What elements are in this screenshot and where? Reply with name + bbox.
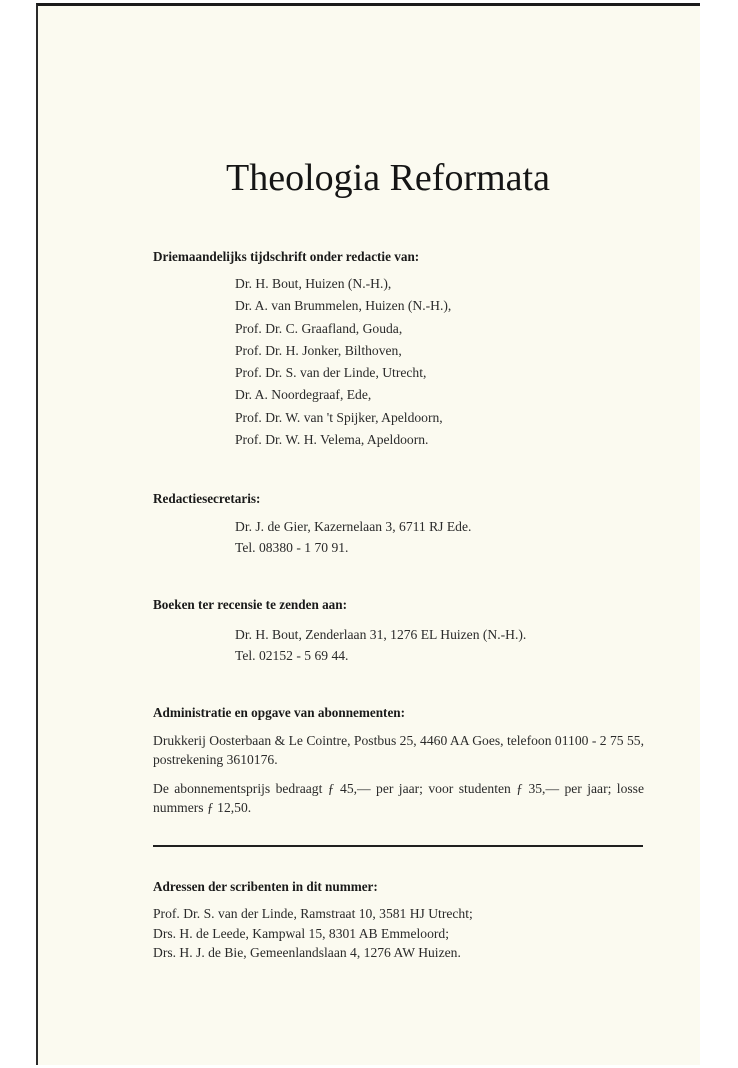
reviews-line: Tel. 02152 - 5 69 44. bbox=[235, 647, 349, 663]
administration-text bbox=[153, 731, 644, 827]
secretary-address bbox=[235, 517, 471, 558]
secretary-line: Tel. 08380 - 1 70 91. bbox=[235, 539, 349, 555]
editor-item: Prof. Dr. H. Jonker, Bilthoven, bbox=[235, 342, 402, 358]
reviews-address bbox=[235, 625, 526, 666]
contributor-line: Prof. Dr. S. van der Linde, Ramstraat 10, 3581 HJ Utrecht; bbox=[153, 906, 473, 921]
subscription-prices: De abonnementsprijs bedraagt ƒ 45,— per jaar; voor studenten ƒ 35,— per jaar; losse nummers ƒ 12,50. bbox=[153, 781, 644, 815]
divider-rule bbox=[153, 845, 643, 847]
editor-item: Prof. Dr. W. H. Velema, Apeldoorn. bbox=[235, 432, 429, 448]
contributors-heading: Adressen der scribenten in dit nummer: bbox=[153, 879, 378, 894]
editor-item: Prof. Dr. W. van 't Spijker, Apeldoorn, bbox=[235, 409, 443, 425]
editor-item: Prof. Dr. S. van der Linde, Utrecht, bbox=[235, 365, 427, 381]
reviews-line: Dr. H. Bout, Zenderlaan 31, 1276 EL Huizen (N.-H.). bbox=[235, 627, 527, 642]
secretary-heading: Redactiesecretaris: bbox=[153, 491, 261, 506]
editors-list bbox=[235, 273, 451, 451]
editor-item: Dr. A. Noordegraaf, Ede, bbox=[235, 387, 372, 403]
contributors-list bbox=[153, 904, 473, 963]
administration-address: Drukkerij Oosterbaan & Le Cointre, Postbus 25, 4460 AA Goes, telefoon 01100 - 2 75 55, postrekening 3610176. bbox=[153, 733, 644, 767]
journal-title: Theologia Reformata bbox=[226, 157, 550, 199]
contributor-line: Drs. H. de Leede, Kampwal 15, 8301 AB Emmeloord; bbox=[153, 925, 449, 941]
contributor-line: Drs. H. J. de Bie, Gemeenlandslaan 4, 1276 AW Huizen. bbox=[153, 945, 461, 960]
administration-heading: Administratie en opgave van abonnementen: bbox=[153, 705, 406, 720]
editors-heading: Driemaandelijks tijdschrift onder redactie van: bbox=[153, 249, 420, 264]
editor-item: Dr. H. Bout, Huizen (N.-H.), bbox=[235, 276, 392, 291]
page bbox=[36, 3, 700, 1065]
reviews-heading: Boeken ter recensie te zenden aan: bbox=[153, 597, 347, 612]
secretary-line: Dr. J. de Gier, Kazernelaan 3, 6711 RJ Ede. bbox=[235, 519, 472, 534]
editor-item: Prof. Dr. C. Graafland, Gouda, bbox=[235, 320, 403, 336]
editor-item: Dr. A. van Brummelen, Huizen (N.-H.), bbox=[235, 298, 452, 314]
